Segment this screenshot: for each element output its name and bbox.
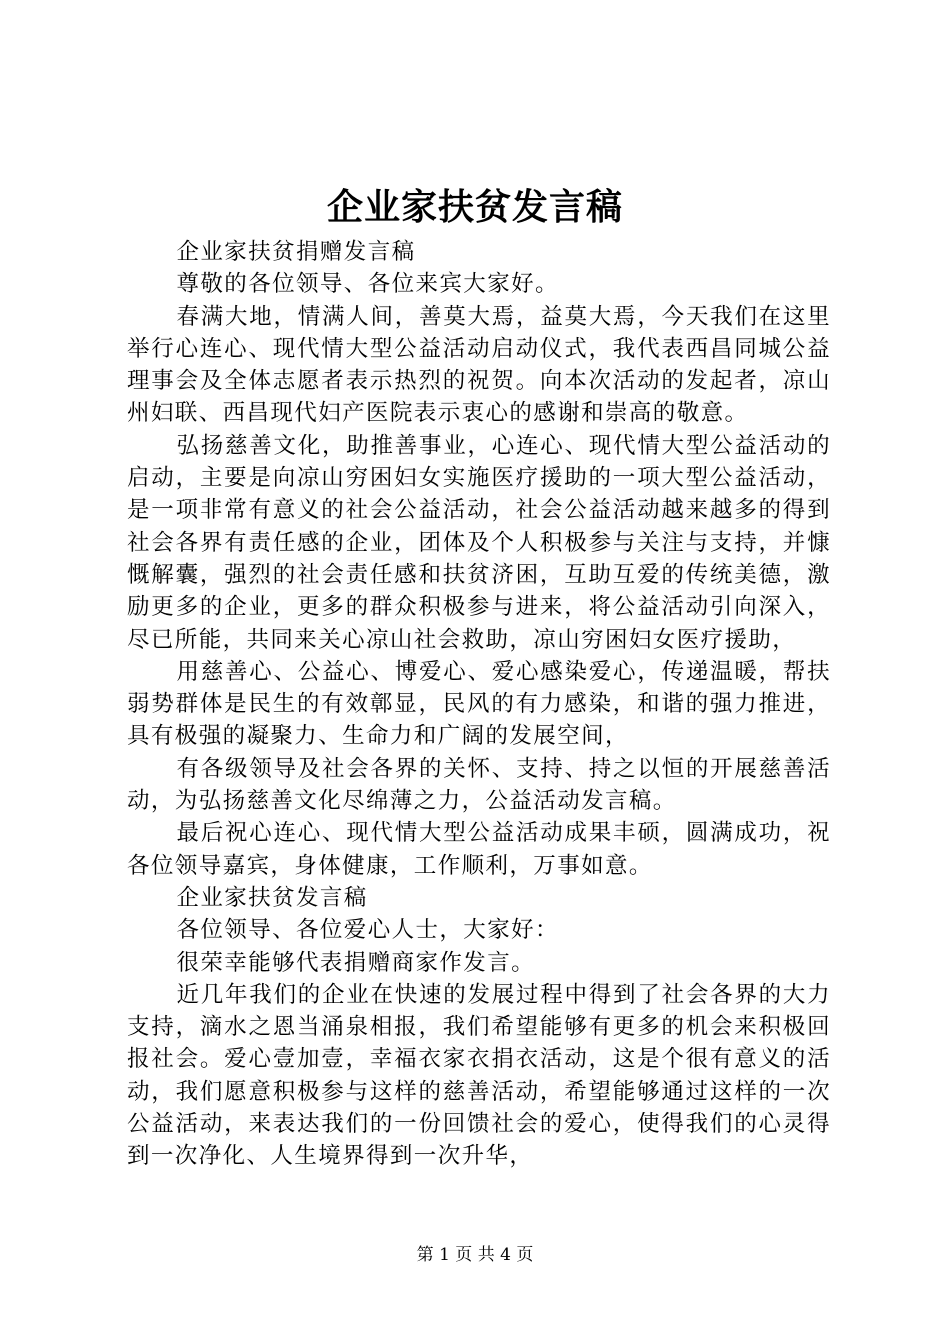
paragraph: 各位领导、各位爱心人士，大家好：: [176, 917, 559, 944]
page-number-footer: 第 1 页 共 4 页: [416, 1245, 534, 1265]
document-body: [127, 236, 831, 1173]
paragraph: 有各级领导及社会各界的关怀、支持、持之以恒的开展慈善活动，为弘扬慈善文化尽绵薄之力，公益活动发言稿。: [127, 755, 831, 815]
paragraph: 春满大地，情满人间，善莫大焉，益莫大焉，今天我们在这里举行心连心、现代情大型公益活动启动仪式，我代表西昌同城公益理事会及全体志愿者表示热烈的祝贺。向本次活动的发起者，凉山州妇联、西昌现代妇产医院表示衷心的感谢和崇高的敬意。: [127, 303, 831, 427]
paragraph: 企业家扶贫发言稿: [176, 884, 368, 911]
paragraph: 很荣幸能够代表捐赠商家作发言。: [176, 949, 536, 976]
paragraph: 最后祝心连心、现代情大型公益活动成果丰硕，圆满成功，祝各位领导嘉宾，身体健康，工作顺利，万事如意。: [127, 820, 831, 879]
paragraph: 尊敬的各位领导、各位来宾大家好。: [176, 271, 559, 298]
paragraph: 企业家扶贫捐赠发言稿: [176, 239, 416, 265]
paragraph: 用慈善心、公益心、博爱心、爱心感染爱心，传递温暖，帮扶弱势群体是民生的有效鄣显，民风的有力感染，和谐的强力推进，具有极强的凝聚力、生命力和广阔的发展空间，: [127, 658, 831, 750]
paragraph: 弘扬慈善文化，助推善事业，心连心、现代情大型公益活动的启动，主要是向凉山穷困妇女实施医疗援助的一项大型公益活动，是一项非常有意义的社会公益活动，社会公益活动越来越多的得到社会各界有责任感的企业，团体及个人积极参与关注与支持，并慷慨解囊，强烈的社会责任感和扶贫济困，互助互爱的传统美德，激励更多的企业，更多的群众积极参与进来，将公益活动引向深入，尽已所能，共同来关心凉山社会救助，凉山穷困妇女医疗援助，: [127, 432, 831, 653]
document-title: 企业家扶贫发言稿: [326, 186, 623, 228]
paragraph: 近几年我们的企业在快速的发展过程中得到了社会各界的大力支持，滴水之恩当涌泉相报，我们希望能够有更多的机会来积极回报社会。爱心壹加壹，幸福衣家衣捐衣活动，这是个很有意义的活动，我们愿意积极参与这样的慈善活动，希望能够通过这样的一次公益活动，来表达我们的一份回馈社会的爱心，使得我们的心灵得到一次净化、人生境界得到一次升华，: [127, 981, 831, 1170]
